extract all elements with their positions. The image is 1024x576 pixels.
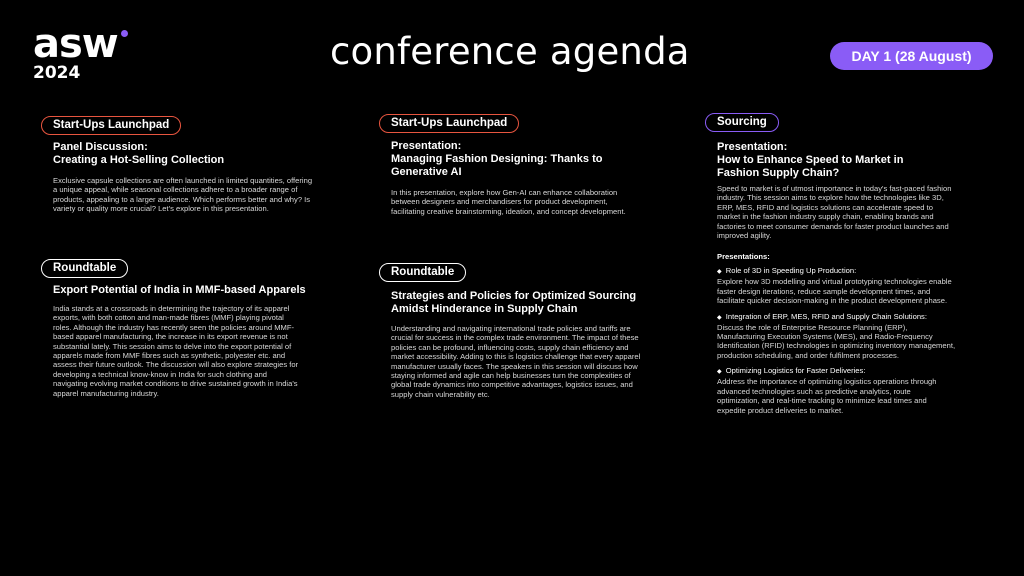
presentation-item [717, 266, 965, 305]
logo-word: asw [33, 21, 118, 67]
presentation-title: Optimizing Logistics for Faster Deliveries: [725, 366, 866, 376]
presentation-description: Address the importance of optimizing logistics operations through advanced technologies such as predictive analytics, route optimization, and real-time tracking to minimize lead times and expedite product deliveries to market. [717, 377, 937, 415]
session-title: Export Potential of India in MMF-based Apparels [53, 284, 306, 296]
session-kind: Panel Discussion: [53, 141, 148, 153]
presentation-title: Role of 3D in Speeding Up Production: [725, 266, 857, 276]
session-tag: Sourcing [705, 113, 779, 132]
session-tag: Roundtable [41, 259, 128, 278]
session-title: How to Enhance Speed to Market in Fashion Supply Chain? [717, 154, 904, 179]
diamond-bullet-icon: ◆ [717, 314, 722, 321]
page-title: conference agenda [330, 30, 690, 73]
session-tag: Roundtable [379, 263, 466, 282]
asw-logo [33, 21, 133, 83]
session-tag: Start-Ups Launchpad [379, 114, 519, 133]
presentations-heading: Presentations: [717, 252, 770, 262]
session-hot-selling-collection [41, 115, 331, 214]
session-description: Speed to market is of utmost importance in today's fast-paced fashion industry. This session aims to explore how the technologies like 3D, ERP, MES, RFID and logistics solutions can accelerate speed to market in the fashion industry supply chain, enabling brands and factories to meet consumer demands for faster product launches and improved agility. [717, 184, 952, 241]
session-speed-to-market [705, 112, 965, 415]
session-title: Creating a Hot-Selling Collection [53, 154, 225, 166]
presentation-description: Discuss the role of Enterprise Resource Planning (ERP), Manufacturing Execution Systems (MES), and Radio-Frequency Identification (RFID) technologies in optimizing inventory management, production scheduling, and order fulfilment processes. [717, 322, 956, 360]
session-title: Managing Fashion Designing: Thanks to Generative AI [391, 153, 603, 178]
session-description: In this presentation, explore how Gen-AI can enhance collaboration between designers and merchandisers for product development, facilitating creative brainstorming, ideation, and concept development. [391, 188, 626, 216]
presentation-title: Integration of ERP, MES, RFID and Supply Chain Solutions: [725, 311, 927, 321]
presentation-item [717, 366, 965, 415]
day-badge: DAY 1 (28 August) [830, 42, 993, 70]
logo-dot [121, 30, 128, 37]
session-export-potential-mmf [41, 258, 331, 398]
session-description: India stands at a crossroads in determining the trajectory of its apparel exports, with both cotton and man-made fibres (MMF) playing pivotal roles. Although the industry has recently seen the policies around MMF-based apparel manufacturing, the increase in its export revenue is not substantial lately. This session aims to delve into the export potential of apparels made from MMF fibres such as synthetic, polyester etc. and assess their future outlook. The discussion will also explore strategies for developing a technical know-know in India for such clothing and navigating evolving market conditions to drive sustained growth in India's apparel manufacturing industry. [53, 304, 299, 398]
diamond-bullet-icon: ◆ [717, 369, 722, 376]
presentation-description: Explore how 3D modelling and virtual prototyping technologies enable faster design iterations, reduce sample development times, and facilitate quicker decision-making in the product development phase. [717, 277, 952, 306]
session-generative-ai [379, 113, 629, 216]
session-title: Strategies and Policies for Optimized Sourcing Amidst Hinderance in Supply Chain [391, 290, 637, 315]
session-description: Understanding and navigating international trade policies and tariffs are crucial for success in the complex trade environment. The impact of these policies can be profound, influencing costs, supply chain efficiency and market accessibility. Adding to this is logistics challenge that every apparel manufacturer usually faces. The speakers in this session will discuss how staying informed and agile can help businesses turn the complexities of global trade dynamics into competitive advantages, logistics issues, and supply chain vulnerability etc. [391, 324, 641, 399]
session-tag: Start-Ups Launchpad [41, 116, 181, 135]
diamond-bullet-icon: ◆ [717, 269, 722, 276]
session-optimized-sourcing [379, 262, 649, 399]
logo-year: 2024 [33, 63, 81, 83]
session-kind: Presentation: [717, 141, 788, 153]
session-description: Exclusive capsule collections are often launched in limited quantities, offering a unique appeal, while seasonal collections adhere to a broader range of products, appealing to a larger audience. Which performs better and why? Is variety or quality more crucial? Let's explore in this presentation. [53, 176, 313, 214]
session-kind: Presentation: [391, 140, 462, 152]
presentation-item [717, 312, 965, 361]
